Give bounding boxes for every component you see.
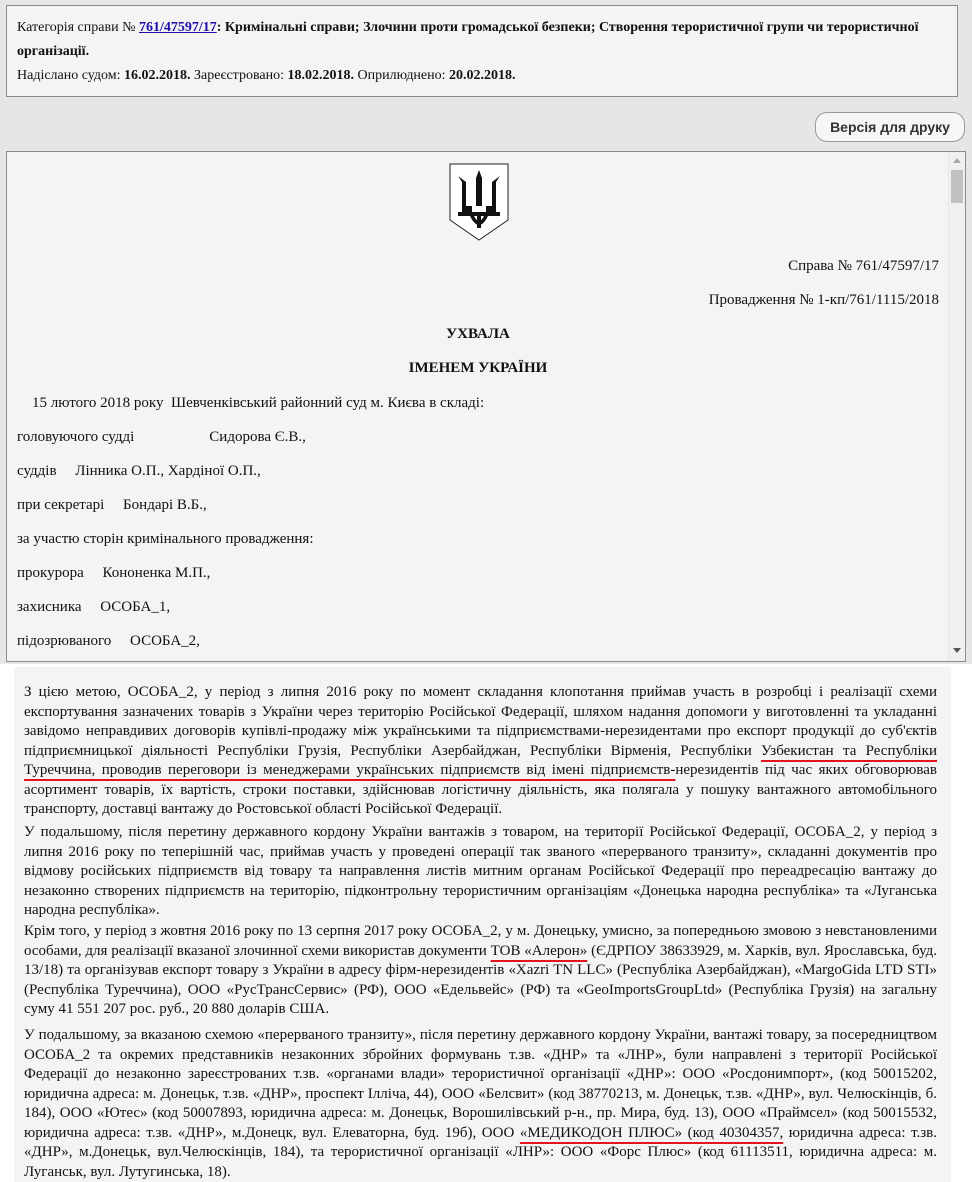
highlighted-text: «МЕДИКОДОН ПЛЮС» (код 40304357, bbox=[519, 1124, 784, 1141]
document-line: при секретарі Бондарі В.Б., bbox=[17, 497, 207, 513]
document-subtitle: ІМЕНЕМ УКРАЇНИ bbox=[408, 360, 548, 376]
highlighted-text: ТОВ «Алерон» bbox=[490, 942, 588, 959]
category-text: : Кримінальні справи; Злочини проти громадської безпеки; Створення терористичної групи чи терористичної організації. bbox=[17, 20, 919, 59]
paragraph-text: Крім того, у період з жовтня 2016 року по 13 серпня 2017 року ОСОБА_2, у м. Донецьку, умисно, за попередньою змовою з невстановленими особами, для реалізації вказаної злочинної схеми використав документи bbox=[24, 923, 937, 959]
document-line: 15 лютого 2018 року Шевченківський районний суд м. Києва в складі: bbox=[17, 395, 485, 411]
highlighted-text: Узбекистан та Республіки Туреччина, проводив переговори із менеджерами українських підприємств від імені підприємств- bbox=[24, 742, 937, 778]
published-date: 20.02.2018. bbox=[449, 68, 516, 83]
registered-label: Зареєстровано: bbox=[194, 68, 284, 83]
registered-date: 18.02.2018. bbox=[287, 68, 354, 83]
document-line: захисника ОСОБА_1, bbox=[17, 599, 171, 615]
paragraph-text: З цією метою, ОСОБА_2, у період з липня 2016 року по момент складання клопотання приймав участь в розробці і реалізації схеми експортування зазначених товарів з України через територію Російської Федерації, шляхом надання допомоги у виготовленні та укладанні завідомо неправдивих договорів купівлі-продажу між українськими та підприємствами-нерезидентами про експорт продукції до суб'єктів підприємницької діяльності Республіки Грузія, Республіки Азербайджан, Республіки Вірменія, Республіки bbox=[24, 684, 937, 759]
paragraph-3 bbox=[24, 922, 937, 1020]
paragraph-text: юридична адреса: т.зв. «ДНР», м.Донецьк, вул.Челюскінців, 184), та терористичної організації «ЛНР»: ООО «Форс Плюс» (код 61113511, юридична адреса: м. Луганськ, вул. Лутугинська, 18). bbox=[24, 1124, 938, 1180]
document-excerpt bbox=[14, 667, 951, 1182]
case-category bbox=[17, 16, 947, 64]
tryzub-icon bbox=[448, 162, 510, 242]
document-line: прокурора Кононенка М.П., bbox=[17, 565, 211, 581]
paragraph-text: (ЄДРПОУ 38633929, м. Харків, вул. Ярославська, буд. 13/18) та організував експорт товару з України в адресу фірм-нерезидентів «Xazri TN LLC» (Республіка Азербайджан), «MargoGida LTD STI» (Республіка Туреччина), ООО «РусТрансСервис» (РФ), ООО «Едельвейс» (РФ) та «GeoImportsGroupLtd» (Республіка Грузія) на загальну суму 41 551 207 рос. руб., 20 880 доларів США. bbox=[24, 942, 938, 1017]
case-number-link[interactable]: 761/47597/17 bbox=[138, 20, 217, 35]
scroll-up-arrow-icon[interactable] bbox=[953, 158, 961, 163]
paragraph-2 bbox=[24, 823, 937, 921]
print-version-button[interactable]: Версія для друку bbox=[815, 112, 965, 142]
published-label: Оприлюднено: bbox=[357, 68, 446, 83]
document-title: УХВАЛА bbox=[446, 326, 510, 342]
case-dates bbox=[17, 64, 947, 88]
document-line: суддів Лінника О.П., Хардіної О.П., bbox=[17, 463, 261, 479]
document-line: підозрюваного ОСОБА_2, bbox=[17, 633, 200, 649]
paragraph-1 bbox=[24, 683, 937, 820]
category-prefix: Категорія справи № bbox=[17, 20, 136, 35]
paragraph-text: У подальшому, після перетину державного кордону України вантажів з товаром, на території Російської Федерації, ОСОБА_2, у період з липня 2016 року по теперішній час, приймав участь у проведені операції так званого «перерваного транзиту», складанні документів про відмову російських підприємств від товару та направлення листів митним органам Російської Федерації про переадресацію вантажу до незаконно створених підприємств на територію, підконтрольну терористичним організаціям «Донецька народна республіка» та «Луганська народна республіка». bbox=[24, 824, 937, 918]
document-line: головуючого судді Сидорова Є.В., bbox=[17, 429, 306, 445]
paragraph-text: нерезидентів під час яких обговорював асортимент товарів, їх вартість, строки поставки, здійснював логістичну діяльність, яка полягала у пошуку вантажного автомобільного транспорту, доставці вантажу до Ростовської області Російської Федерації. bbox=[24, 762, 937, 817]
document-viewer[interactable] bbox=[6, 151, 966, 662]
scroll-down-arrow-icon[interactable] bbox=[953, 648, 961, 653]
case-info-box bbox=[6, 5, 958, 97]
paragraph-4 bbox=[24, 1026, 937, 1182]
sent-label: Надіслано судом: bbox=[17, 68, 121, 83]
proceeding-number: Провадження № 1-кп/761/1115/2018 bbox=[708, 292, 939, 308]
scroll-thumb[interactable] bbox=[951, 170, 963, 203]
paragraph-text: У подальшому, за вказаною схемою «перерваного транзиту», після перетину державного кордону України, вантажі товару, за посередництвом ОСОБА_2 та окремих представників незаконних збройних формувань т.зв. «ДНР» та «ЛНР», були направлені з території Російської Федерації до незаконно зареєстрованих т.зв. «органами влади» терористичної організації «ДНР»: ООО «Росдонимпорт», (код 50015202, юридична адреса: м. Донецьк, т.зв. «ДНР», проспект Ілліча, 44), ООО «Белсвит» (код 38770213, м. Донецьк, т.зв. «ДНР», вул. Челюскінців, б. 184), ООО «Ютес» (код 50007893, юридична адреса: м. Донецьк, Ворошилівський р-н., пр. Мира, буд. 13), ООО «Праймсел» (код 50015532, юридична адреса: т.зв. «ДНР», м.Донецк, вул. Елеваторна, буд. 19б), ООО bbox=[24, 1027, 937, 1141]
sent-date: 16.02.2018. bbox=[124, 68, 191, 83]
document-line: за участю сторін кримінального провадження: bbox=[17, 531, 314, 547]
vertical-scrollbar[interactable] bbox=[948, 152, 965, 661]
case-number: Справа № 761/47597/17 bbox=[788, 258, 939, 274]
